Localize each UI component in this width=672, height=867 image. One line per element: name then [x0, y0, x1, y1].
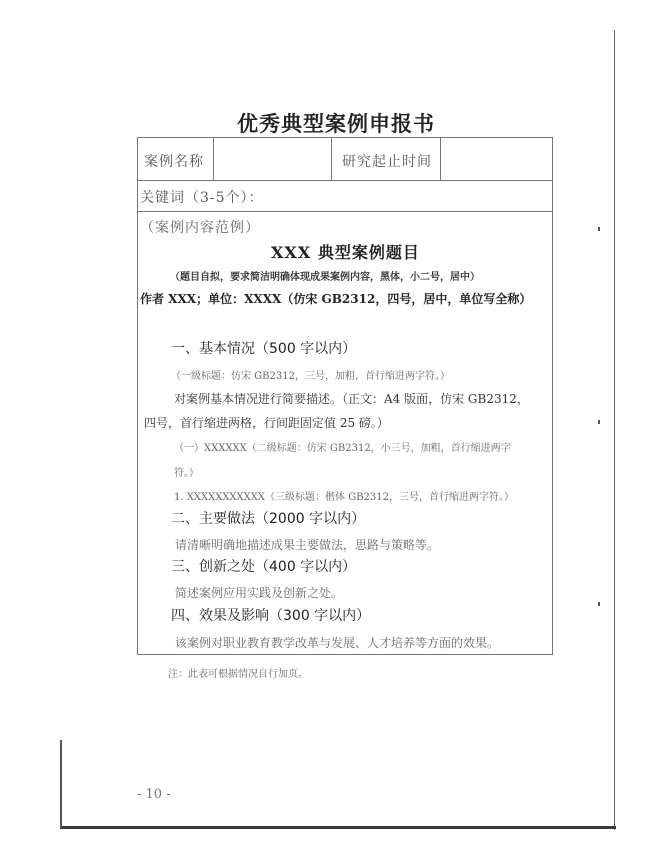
section1-note: （一级标题：仿宋 GB2312，三号，加粗，首行缩进两字符。） — [171, 371, 450, 382]
table-divider — [440, 138, 441, 180]
section3-heading: 三、创新之处（400 字以内） — [171, 559, 357, 575]
research-period-label: 研究起止时间 — [342, 154, 432, 170]
table-divider — [331, 138, 332, 180]
scan-edge-right — [614, 30, 615, 830]
application-form-table — [137, 137, 553, 655]
document-title: 优秀典型案例申报书 — [237, 111, 435, 136]
subheading-level2-line2: 符。） — [174, 468, 199, 479]
section2-body: 请清晰明确地描述成果主要做法，思路与策略等。 — [175, 538, 440, 552]
table-divider — [213, 138, 214, 180]
scan-edge-left — [60, 740, 62, 828]
scan-edge-bottom — [60, 826, 616, 829]
case-name-label: 案例名称 — [144, 154, 204, 170]
case-title-note: （题目自拟，要求简洁明确体现成果案例内容，黑体，小二号，居中） — [170, 272, 480, 283]
section1-body-line1: 对案例基本情况进行简要描述。（正文：A4 版面，仿宋 GB2312， — [174, 392, 529, 406]
table-row-keywords — [138, 180, 552, 212]
scan-speck — [598, 420, 600, 424]
section4-body: 该案例对职业教育教学改革与发展、人才培养等方面的效果。 — [175, 636, 500, 650]
section1-body-line2: 四号，首行缩进两格，行间距固定值 25 磅。） — [144, 416, 389, 430]
footnote: 注：此表可根据情况自行加页。 — [168, 669, 308, 680]
section4-heading: 四、效果及影响（300 字以内） — [171, 608, 371, 624]
scan-speck — [598, 602, 600, 606]
section3-body: 简述案例应用实践及创新之处。 — [175, 586, 344, 600]
section2-heading: 二、主要做法（2000 字以内） — [171, 511, 366, 527]
page-number: - 10 - — [137, 787, 171, 802]
section1-heading: 一、基本情况（500 字以内） — [171, 341, 357, 357]
subheading-level3: 1. XXXXXXXXXXX（三级标题：楷体 GB2312，三号，首行缩进两字符。） — [174, 492, 514, 503]
sample-label: （案例内容范例） — [140, 220, 260, 236]
scan-speck — [598, 227, 600, 231]
case-title: XXX 典型案例题目 — [271, 243, 420, 262]
table-row-case-info — [138, 138, 552, 181]
subheading-level2-line1: （一）XXXXXX（二级标题：仿宋 GB2312，小三号，加粗，首行缩进两字 — [174, 443, 511, 454]
keywords-label: 关键词（3-5个）： — [140, 190, 264, 206]
author-line: 作者 XXX；单位：XXXX（仿宋 GB2312，四号，居中，单位写全称） — [140, 292, 532, 306]
